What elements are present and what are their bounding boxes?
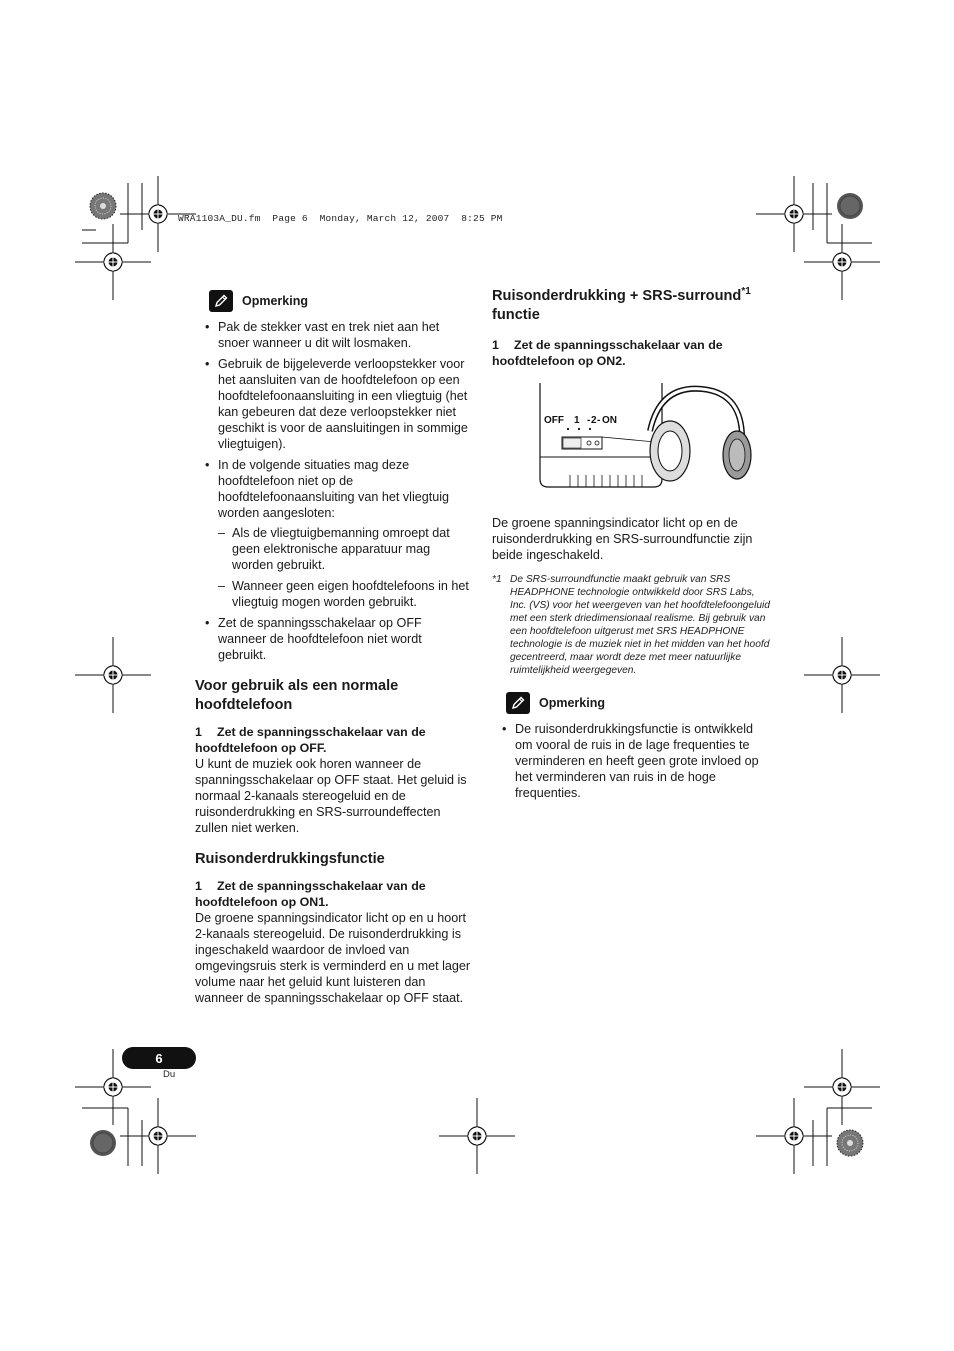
switch-label-2: 2 — [591, 415, 597, 426]
left-column — [195, 289, 473, 1006]
step-on1: 1 Zet de spanningsschakelaar van de hoofdtelefoon op ON1. — [195, 879, 426, 909]
list-item: • Zet de spanningsschakelaar op OFF wanneer de hoofdtelefoon niet wordt gebruikt. — [195, 615, 473, 663]
pencil-icon — [506, 692, 530, 714]
sub-list — [218, 525, 473, 610]
page-number-tab: 6 — [122, 1047, 196, 1069]
list-item — [195, 457, 473, 610]
sub-list-item: – Wanneer geen eigen hoofdtelefoons in het vliegtuig mogen worden gebruikt. — [218, 578, 473, 610]
list-item-text: In de volgende situaties mag deze hoofdtelefoon niet op de hoofdtelefoonaansluiting van het vliegtuig worden aangesloten: — [218, 458, 450, 520]
switch-label-on: ON — [602, 415, 617, 426]
switch-label-off: OFF — [544, 415, 564, 426]
note-title: Opmerking — [242, 294, 308, 308]
section-body-normal: U kunt de muziek ook horen wanneer de spanningsschakelaar op OFF staat. Het geluid is normaal 2-kanaals stereogeluid en de ruisonderdrukking en SRS-surroundeffecten zullen niet werken. — [195, 757, 467, 835]
headphone-switch-illustration — [532, 383, 772, 503]
svg-text:-: - — [597, 415, 601, 426]
section-body-srs: De groene spanningsindicator licht op en de ruisonderdrukking en SRS-surroundfunctie zijn beide ingeschakeld. — [492, 516, 753, 562]
note-header — [209, 289, 473, 313]
right-column — [492, 287, 772, 806]
file-header: WRA1103A_DU.fm Page 6 Monday, March 12, 2007 8:25 PM — [178, 213, 503, 224]
note-list — [195, 319, 473, 663]
switch-label-1: 1 — [574, 415, 580, 426]
list-item: • De ruisonderdrukkingsfunctie is ontwikkeld om vooral de ruis in de lage frequenties te verminderen en heeft geen grote invloed op het verminderen van ruis in de hoge frequenties. — [492, 721, 772, 801]
footnote-text: De SRS-surroundfunctie maakt gebruik van SRS HEADPHONE technologie ontwikkeld door SRS Labs, Inc. (VS) voor het weergeven van het hoofdtelefoongeluid met een sterk driedimensionaal realisme. Bij gebruik van een hoofdtelefoon uitgerust met SRS HEADPHONE technologie is de muziek niet in het midden van het hoofd gecentreerd, maar wordt deze met meer natuurlijke ruimtelijkheid weergegeven. — [510, 574, 770, 676]
list-item: • Pak de stekker vast en trek niet aan het snoer wanneer u dit wilt losmaken. — [195, 319, 473, 351]
footnote-mark: *1 — [492, 574, 502, 585]
svg-text:-: - — [587, 415, 591, 426]
footnote — [492, 573, 772, 677]
pencil-icon — [209, 290, 233, 312]
note-header-right — [506, 691, 772, 715]
step-on2: 1 Zet de spanningsschakelaar van de hoofdtelefoon op ON2. — [492, 338, 723, 368]
list-item: • Gebruik de bijgeleverde verloopstekker voor het aansluiten van de hoofdtelefoon op een hoofdtelefoonaansluiting in een vliegtuig (het kan gebeuren dat deze verloopstekker niet geschikt is voor de aansluitingen in sommige vliegtuigen). — [195, 356, 473, 452]
section-title-normal: Voor gebruik als een normale hoofdtelefoon — [195, 678, 399, 713]
section-body-noise: De groene spanningsindicator licht op en u hoort 2-kanaals stereogeluid. De ruisonderdrukking is ingeschakeld waardoor de invloed van omgevingsruis sterk is verminderd en u met lager volume naar het geluid kunt luisteren dan wanneer de spanningsschakelaar op OFF staat. — [195, 911, 471, 1005]
sub-list-item: – Als de vliegtuigbemanning omroept dat geen elektronische apparatuur mag worden gebruikt. — [218, 525, 473, 573]
step-off: 1 Zet de spanningsschakelaar van de hoofdtelefoon op OFF. — [195, 725, 426, 755]
note-title: Opmerking — [539, 696, 605, 710]
note-list-right — [492, 721, 772, 801]
language-code: Du — [163, 1069, 176, 1080]
section-title-noise: Ruisonderdrukkingsfunctie — [195, 851, 385, 867]
section-title-srs: Ruisonderdrukking + SRS-surround$^{*1}$ functie — [492, 286, 751, 323]
